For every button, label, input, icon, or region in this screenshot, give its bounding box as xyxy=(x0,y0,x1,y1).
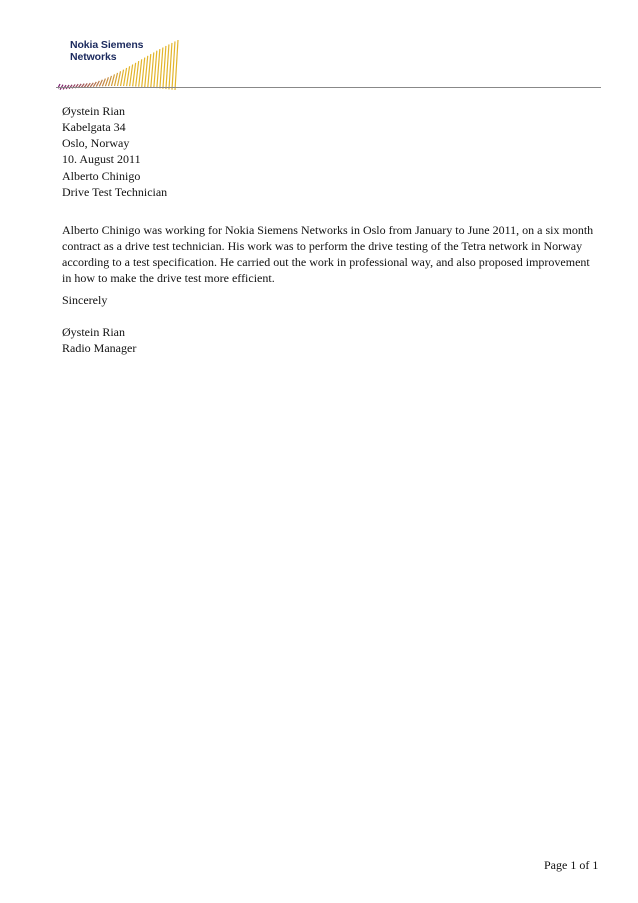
wave-stroke xyxy=(145,56,148,87)
wave-stroke xyxy=(169,43,172,89)
recipient-block xyxy=(62,168,167,200)
signature-block xyxy=(62,324,136,356)
wave-stroke xyxy=(175,40,178,90)
logo-line-1: Nokia Siemens xyxy=(70,39,144,51)
logo-wordmark xyxy=(70,39,143,63)
wave-stroke xyxy=(133,63,136,87)
wave-stroke xyxy=(172,41,175,89)
wave-stroke xyxy=(160,48,163,89)
closing-text: Sincerely xyxy=(62,293,108,307)
wave-stroke xyxy=(121,70,124,86)
company-logo xyxy=(58,36,183,92)
wave-stroke xyxy=(105,77,108,86)
signature-name: Øystein Rian xyxy=(62,325,125,339)
header-divider xyxy=(56,87,601,88)
wave-stroke xyxy=(154,51,157,88)
wave-stroke xyxy=(124,68,127,86)
wave-stroke xyxy=(102,79,105,87)
wave-stroke xyxy=(118,71,121,86)
closing-salutation xyxy=(62,292,107,308)
sender-name: Øystein Rian xyxy=(62,104,125,118)
wave-stroke xyxy=(157,49,160,88)
sender-city: Oslo, Norway xyxy=(62,136,130,150)
wave-stroke xyxy=(93,82,96,87)
logo-line-2: Networks xyxy=(70,51,117,63)
recipient-title: Drive Test Technician xyxy=(62,185,168,199)
letter-body: Alberto Chinigo was working for Nokia Siemens Networks in Oslo from January to June 2011, on a six month contract as a drive test technician. His work was to perform the drive testing of the Tetra network in Norway according to a test specification. He carried out the work in professional way, and also proposed improvement in how to make the drive test more efficient. xyxy=(62,223,594,285)
sender-street: Kabelgata 34 xyxy=(62,120,126,134)
page-number: Page 1 of 1 xyxy=(544,858,599,872)
wave-stroke xyxy=(96,81,99,87)
letter-date: 10. August 2011 xyxy=(62,152,141,166)
wave-stroke xyxy=(166,44,169,89)
wave-stroke xyxy=(163,46,166,89)
signature-title: Radio Manager xyxy=(62,341,137,355)
wave-stroke xyxy=(130,65,133,87)
wave-stroke xyxy=(136,61,139,87)
sender-address xyxy=(62,103,141,167)
wave-stroke xyxy=(151,52,154,87)
wave-stroke xyxy=(108,76,111,86)
wave-stroke xyxy=(139,59,142,86)
recipient-name: Alberto Chinigo xyxy=(62,169,141,183)
wave-stroke xyxy=(99,80,102,87)
wave-stroke xyxy=(148,54,151,87)
wave-stroke xyxy=(127,66,130,86)
